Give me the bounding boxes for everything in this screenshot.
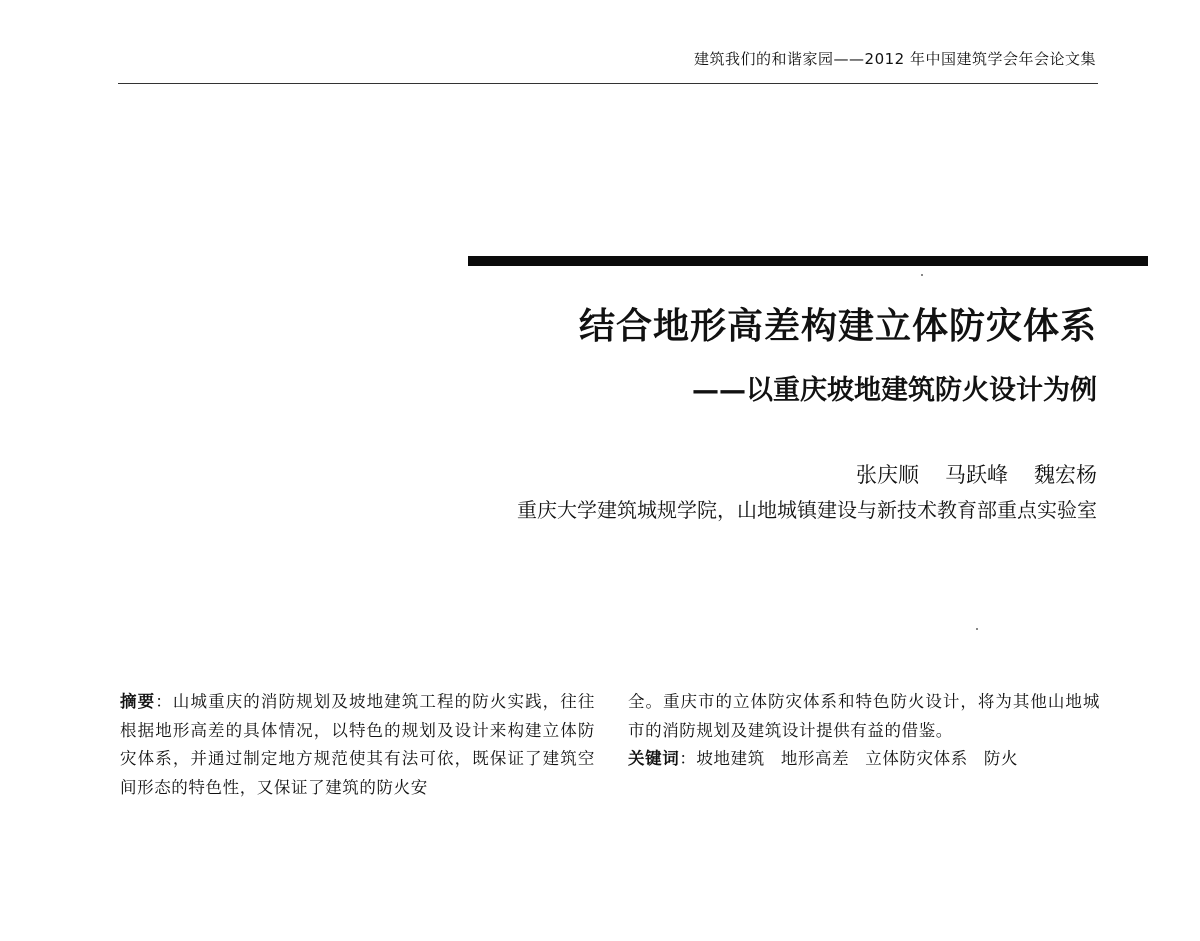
abstract-text-continued: 全。重庆市的立体防灾体系和特色防火设计，将为其他山地城市的消防规划及建筑设计提供有益的借鉴。	[628, 692, 1100, 740]
running-header: 建筑我们的和谐家园——2012 年中国建筑学会年会论文集	[694, 50, 1096, 68]
keyword-item: 立体防灾体系	[865, 749, 968, 769]
scan-speck	[976, 628, 978, 630]
paper-title: 结合地形高差构建立体防灾体系	[578, 306, 1097, 347]
keyword-item: 防火	[983, 749, 1019, 769]
scan-speck	[921, 274, 923, 276]
author-name: 马跃峰	[945, 463, 1008, 487]
author-name: 魏宏杨	[1034, 463, 1097, 487]
author-name: 张庆顺	[856, 463, 919, 487]
keywords	[628, 745, 1100, 774]
abstract-label-colon: ：	[155, 692, 173, 711]
keyword-item: 坡地建筑	[696, 749, 765, 769]
keyword-item: 地形高差	[780, 749, 850, 769]
abstract-text: 山城重庆的消防规划及坡地建筑工程的防火实践，往往根据地形高差的具体情况，以特色的规划及设计来构建立体防灾体系，并通过制定地方规范使其有法可依，既保证了建筑空间形态的特色性，又保证了建筑的防火安	[120, 692, 596, 798]
author-list	[856, 459, 1097, 489]
abstract-label: 摘要	[120, 692, 156, 711]
keywords-label: 关键词	[628, 749, 680, 769]
header-rule	[118, 83, 1098, 84]
abstract-column-right	[628, 688, 1100, 774]
paper-subtitle: ——以重庆坡地建筑防火设计为例	[692, 375, 1097, 406]
title-bar	[468, 256, 1148, 266]
keywords-label-colon: ：	[679, 749, 697, 769]
abstract-column-left	[120, 688, 595, 803]
affiliation: 重庆大学建筑城规学院，山地城镇建设与新技术教育部重点实验室	[517, 498, 1097, 522]
